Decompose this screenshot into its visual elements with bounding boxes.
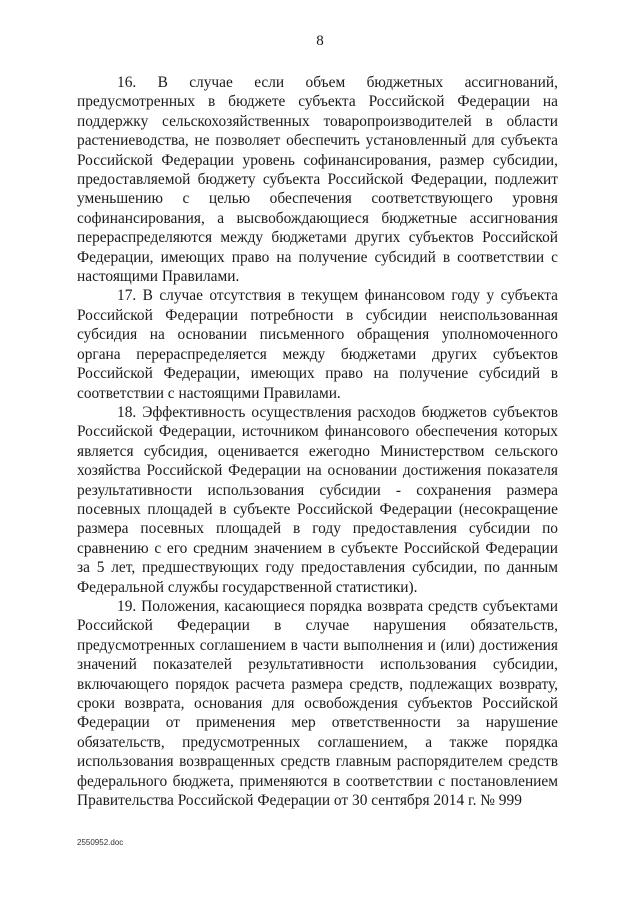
document-body: [77, 73, 558, 810]
page-number: 8: [316, 33, 324, 49]
paragraph-18: 18. Эффективность осуществления расходов бюджетов субъектов Российской Федерации, источником финансового обеспечения которых является субсидия, оценивается ежегодно Министерством сельского хозяйства Российской Федерации на основании достижения показателя результативности использования субсидии - сохранения размера посевных площадей в субъекте Российской Федерации (несокращение размера посевных площадей в году предоставления субсидии по сравнению с его средним значением в субъекте Российской Федерации за 5 лет, предшествующих году предоставления субсидии, по данным Федеральной службы государственной статистики).: [77, 403, 558, 596]
paragraph-19: 19. Положения, касающиеся порядка возврата средств субъектами Российской Федерации в случае нарушения обязательств, предусмотренных соглашением в части выполнения и (или) достижения значений показателей результативности использования субсидии, включающего порядок расчета размера средств, подлежащих возврату, сроки возврата, основания для освобождения субъектов Российской Федерации от применения мер ответственности за нарушение обязательств, предусмотренных соглашением, а также порядка использования возвращенных средств главным распорядителем средств федерального бюджета, применяются в соответствии с постановлением Правительства Российской Федерации от 30 сентября 2014 г. № 999: [77, 597, 558, 810]
footer-filename: 2550952.doc: [77, 838, 124, 847]
paragraph-17: 17. В случае отсутствия в текущем финансовом году у субъекта Российской Федерации потребности в субсидии неиспользованная субсидия на основании письменного обращения уполномоченного органа перераспределяется между бюджетами других субъектов Российской Федерации, имеющих право на получение субсидий в соответствии с настоящими Правилами.: [77, 287, 558, 402]
paragraph-16: 16. В случае если объем бюджетных ассигнований, предусмотренных в бюджете субъекта Российской Федерации на поддержку сельскохозяйственных товаропроизводителей в области растениеводства, не позволяет обеспечить установленный для субъекта Российской Федерации уровень софинансирования, размер субсидии, предоставляемой бюджету субъекта Российской Федерации, подлежит уменьшению с целью обеспечения соответствующего уровня софинансирования, а высвобождающиеся бюджетные ассигнования перераспределяются между бюджетами других субъектов Российской Федерации, имеющих право на получение субсидий в соответствии с настоящими Правилами.: [77, 74, 558, 286]
